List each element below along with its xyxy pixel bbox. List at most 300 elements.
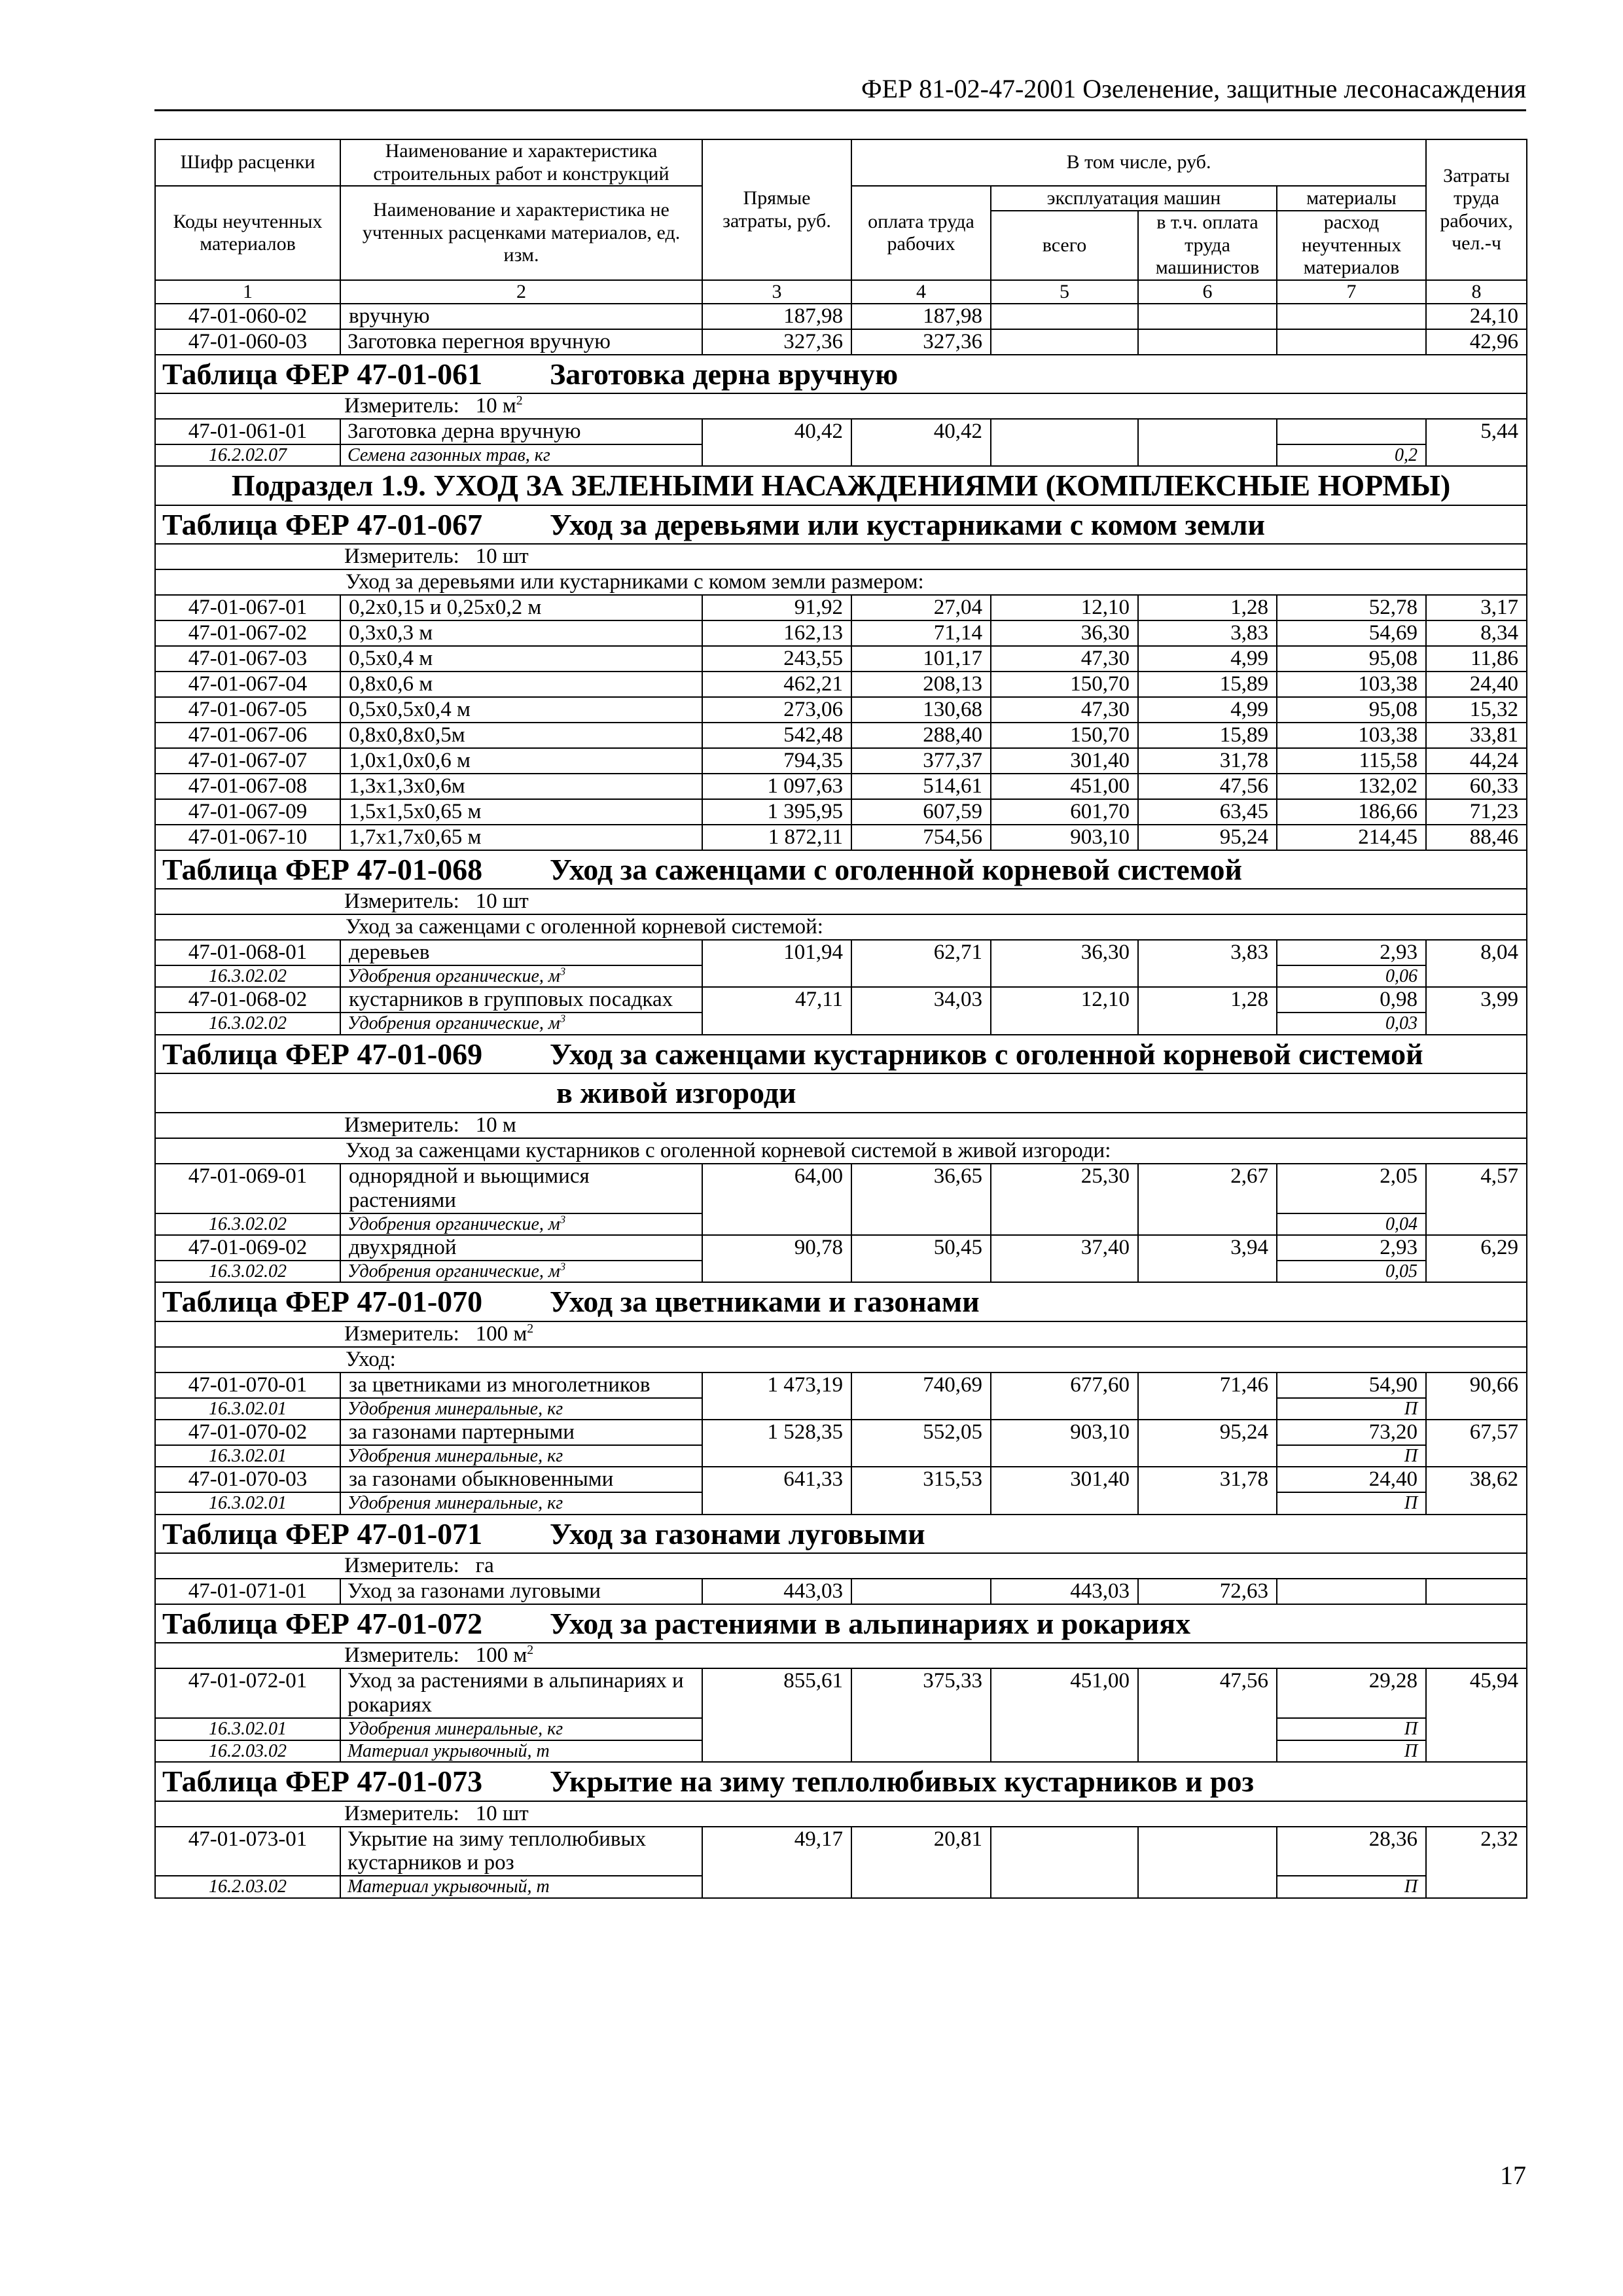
wages: 514,61 [851,774,991,799]
col-name-top: Наименование и характеристика строительных работ и конструкций [340,139,702,186]
meter-unit: 10 м [475,1113,516,1137]
group-text: Уход: [155,1347,1527,1372]
col-incl: В том числе, руб. [851,139,1426,186]
wages: 130,68 [851,697,991,723]
labor: 8,04 [1426,940,1527,987]
labor: 44,24 [1426,748,1527,774]
rate-code: 47-01-060-03 [155,329,340,355]
material-code: 16.3.02.01 [155,1445,340,1467]
material-qty: П [1277,1718,1426,1740]
meter-label: Измеритель: [344,889,459,914]
rate-code: 47-01-067-07 [155,748,340,774]
machines-wages: 1,28 [1138,987,1277,1034]
labor: 5,44 [1426,419,1527,466]
machines-wages: 47,56 [1138,1668,1277,1762]
wages: 40,42 [851,419,991,466]
material-code: 16.3.02.01 [155,1492,340,1514]
machines-wages: 31,78 [1138,1467,1277,1514]
rate-code: 47-01-060-02 [155,304,340,329]
table-id: Таблица ФЕР 47-01-070 [162,1285,483,1319]
material-qty: 0,05 [1277,1261,1426,1282]
rate-name: 1,5х1,5х0,65 м [340,799,702,825]
material-qty: 0,06 [1277,965,1426,987]
wages: 375,33 [851,1668,991,1762]
table-title-text: Уход за газонами луговыми [550,1516,925,1551]
machines-total: 25,30 [991,1164,1138,1235]
machines-total: 12,10 [991,595,1138,620]
meter-label: Измеритель: [344,1643,459,1668]
machines-total: 451,00 [991,1668,1138,1762]
direct-cost: 794,35 [702,748,851,774]
machines-total: 903,10 [991,1420,1138,1467]
material-qty: П [1277,1398,1426,1420]
machines-wages: 31,78 [1138,748,1277,774]
rate-name: за газонами обыкновенными [340,1467,702,1492]
labor: 67,57 [1426,1420,1527,1467]
material-code: 16.3.02.02 [155,1261,340,1282]
materials: 2,93 [1277,1235,1426,1261]
material-code: 16.3.02.01 [155,1718,340,1740]
rate-code: 47-01-067-10 [155,825,340,850]
table-title-text: Укрытие на зиму теплолюбивых кустарников и роз [550,1765,1255,1799]
rate-name: однорядной и вьющимися растениями [340,1164,702,1213]
meter-label: Измеритель: [344,394,459,418]
meter-unit: 10 шт [475,1801,529,1825]
rate-name: за цветниками из многолетников [340,1372,702,1398]
material-unit-exp: 3 [560,965,566,978]
machines-wages: 15,89 [1138,672,1277,697]
material-unit-exp: 3 [560,1013,566,1026]
material-qty: П [1277,1876,1426,1897]
wages: 607,59 [851,799,991,825]
wages: 552,05 [851,1420,991,1467]
labor: 15,32 [1426,697,1527,723]
machines-wages: 2,67 [1138,1164,1277,1235]
rate-code: 47-01-071-01 [155,1579,340,1604]
direct-cost: 162,13 [702,620,851,646]
col-mat-unaccounted: расход неучтенных материалов [1277,211,1426,280]
group-text: Уход за саженцами с оголенной корневой системой: [155,914,1527,940]
direct-cost: 47,11 [702,987,851,1034]
wages: 187,98 [851,304,991,329]
rate-name: Заготовка перегноя вручную [340,329,702,355]
labor: 3,17 [1426,595,1527,620]
wages: 20,81 [851,1827,991,1898]
machines-wages: 63,45 [1138,799,1277,825]
table-row [155,1668,1527,1718]
direct-cost: 1 528,35 [702,1420,851,1467]
page-number: 17 [1500,2161,1526,2190]
material-code: 16.2.03.02 [155,1740,340,1762]
machines-wages: 47,56 [1138,774,1277,799]
meter-exp: 2 [527,1321,534,1336]
table-row [155,1372,1527,1398]
meter-unit: 100 м [475,1643,527,1668]
meter-row [155,1801,1527,1827]
table-row [155,723,1527,748]
wages: 208,13 [851,672,991,697]
colnum: 3 [702,280,851,304]
wages: 27,04 [851,595,991,620]
machines-total: 451,00 [991,774,1138,799]
meter-label: Измеритель: [344,1554,459,1578]
table-row [155,620,1527,646]
table-title-continued [155,1073,1527,1113]
direct-cost: 101,94 [702,940,851,987]
colnum: 2 [340,280,702,304]
direct-cost: 1 097,63 [702,774,851,799]
table-row [155,1235,1527,1261]
materials: 73,20 [1277,1420,1426,1445]
rate-code: 47-01-072-01 [155,1668,340,1718]
machines-total: 601,70 [991,799,1138,825]
material-name: Материал укрывочный, т [340,1876,702,1897]
table-title-text: Уход за саженцами с оголенной корневой системой [550,852,1242,886]
labor: 6,29 [1426,1235,1527,1282]
meter-row [155,889,1527,914]
rate-code: 47-01-067-06 [155,723,340,748]
materials: 95,08 [1277,646,1426,672]
machines-wages: 15,89 [1138,723,1277,748]
machines-total: 47,30 [991,697,1138,723]
meter-label: Измеритель: [344,1113,459,1137]
table-row [155,697,1527,723]
machines-wages: 95,24 [1138,1420,1277,1467]
material-qty: 0,03 [1277,1013,1426,1034]
labor: 45,94 [1426,1668,1527,1762]
table-row [155,1467,1527,1492]
wages: 101,17 [851,646,991,672]
group-row [155,1138,1527,1164]
machines-total: 443,03 [991,1579,1138,1604]
materials: 54,69 [1277,620,1426,646]
meter-label: Измеритель: [344,545,459,569]
direct-cost: 64,00 [702,1164,851,1235]
labor: 71,23 [1426,799,1527,825]
rate-code: 47-01-070-01 [155,1372,340,1398]
group-text: Уход за деревьями или кустарниками с комом земли размером: [155,569,1527,595]
table-title-text: Уход за растениями в альпинариях и рокариях [550,1606,1191,1640]
machines-wages: 72,63 [1138,1579,1277,1604]
rate-name: деревьев [340,940,702,965]
machines-wages: 95,24 [1138,825,1277,850]
meter-row [155,1643,1527,1668]
rate-code: 47-01-067-02 [155,620,340,646]
meter-row [155,1553,1527,1579]
wages: 377,37 [851,748,991,774]
table-title [155,1282,1527,1321]
table-row [155,748,1527,774]
rate-name: 0,8х0,8х0,5м [340,723,702,748]
table-id: Таблица ФЕР 47-01-071 [162,1516,483,1551]
direct-cost: 542,48 [702,723,851,748]
material-qty: П [1277,1740,1426,1762]
materials: 29,28 [1277,1668,1426,1718]
table-title [155,1035,1527,1074]
table-id: Таблица ФЕР 47-01-069 [162,1037,483,1071]
wages: 34,03 [851,987,991,1034]
labor: 3,99 [1426,987,1527,1034]
material-name: Семена газонных трав, кг [340,444,702,466]
material-code: 16.2.02.07 [155,444,340,466]
labor: 24,10 [1426,304,1527,329]
rate-code: 47-01-070-03 [155,1467,340,1492]
machines-wages: 4,99 [1138,697,1277,723]
rate-code: 47-01-068-01 [155,940,340,965]
table-title-text: Заготовка дерна вручную [550,357,899,391]
rate-name: 0,2х0,15 и 0,25х0,2 м [340,595,702,620]
direct-cost: 1 473,19 [702,1372,851,1420]
rate-name: 1,7х1,7х0,65 м [340,825,702,850]
labor: 2,32 [1426,1827,1527,1898]
machines-total: 36,30 [991,620,1138,646]
materials: 103,38 [1277,672,1426,697]
material-code: 16.3.02.02 [155,1013,340,1034]
direct-cost: 1 395,95 [702,799,851,825]
wages: 50,45 [851,1235,991,1282]
wages: 36,65 [851,1164,991,1235]
group-row [155,914,1527,940]
material-code: 16.2.03.02 [155,1876,340,1897]
table-title-text: в живой изгороди [155,1073,1527,1113]
labor: 33,81 [1426,723,1527,748]
group-row [155,569,1527,595]
colnum: 6 [1138,280,1277,304]
table-row [155,672,1527,697]
material-name: Удобрения органические, м [348,966,560,987]
rate-name: 1,3х1,3х0,6м [340,774,702,799]
direct-cost: 462,21 [702,672,851,697]
group-text: Уход за саженцами кустарников с оголенной корневой системой в живой изгороди: [155,1138,1527,1164]
machines-wages: 1,28 [1138,595,1277,620]
table-row [155,774,1527,799]
rate-name: 0,8х0,6 м [340,672,702,697]
material-name: Удобрения органические, м [348,1261,560,1282]
rate-code: 47-01-067-01 [155,595,340,620]
col-machines: эксплуатация машин [991,186,1277,211]
rate-code: 47-01-067-05 [155,697,340,723]
rate-code: 47-01-068-02 [155,987,340,1013]
material-qty: П [1277,1492,1426,1514]
labor: 24,40 [1426,672,1527,697]
table-row [155,825,1527,850]
material-name: Удобрения минеральные, кг [340,1445,702,1467]
header-row-1 [155,139,1527,186]
meter-row [155,393,1527,419]
table-title [155,1515,1527,1554]
rate-code: 47-01-061-01 [155,419,340,444]
meter-label: Измеритель: [344,1321,459,1346]
rate-name: Укрытие на зиму теплолюбивых кустарников и роз [340,1827,702,1876]
wages: 288,40 [851,723,991,748]
material-name: Удобрения органические, м [348,1013,560,1034]
machines-wages: 4,99 [1138,646,1277,672]
wages: 754,56 [851,825,991,850]
col-direct: Прямые затраты, руб. [702,139,851,280]
material-unit-exp: 3 [560,1213,566,1226]
table-row [155,940,1527,965]
table-title [155,850,1527,889]
table-row [155,329,1527,355]
col-wages: оплата труда рабочих [851,186,991,280]
meter-exp: 2 [527,1643,534,1658]
machines-total: 150,70 [991,672,1138,697]
material-qty: 0,2 [1277,444,1426,466]
table-row [155,1827,1527,1876]
material-code: 16.3.02.02 [155,965,340,987]
table-row [155,987,1527,1013]
meter-unit: 10 шт [475,545,529,569]
direct-cost: 273,06 [702,697,851,723]
table-row [155,646,1527,672]
direct-cost: 49,17 [702,1827,851,1898]
rate-name: Уход за газонами луговыми [340,1579,702,1604]
table-row [155,595,1527,620]
col-mach-wages: в т.ч. оплата труда машинистов [1138,211,1277,280]
rate-code: 47-01-067-04 [155,672,340,697]
machines-total: 12,10 [991,987,1138,1034]
table-id: Таблица ФЕР 47-01-072 [162,1606,483,1640]
column-numbers-row [155,280,1527,304]
table-title-text: Уход за цветниками и газонами [550,1285,980,1319]
wages: 62,71 [851,940,991,987]
labor: 8,34 [1426,620,1527,646]
rate-name: кустарников в групповых посадках [340,987,702,1013]
materials: 28,36 [1277,1827,1426,1876]
machines-total: 37,40 [991,1235,1138,1282]
material-code: 16.3.02.01 [155,1398,340,1420]
materials: 24,40 [1277,1467,1426,1492]
direct-cost: 443,03 [702,1579,851,1604]
meter-row [155,1321,1527,1347]
meter-row [155,1113,1527,1138]
materials: 0,98 [1277,987,1426,1013]
table-row [155,1420,1527,1445]
col-labor: Затраты труда рабочих, чел.-ч [1426,139,1527,280]
material-qty: 0,04 [1277,1213,1426,1235]
rate-name: 0,3х0,3 м [340,620,702,646]
machines-wages: 71,46 [1138,1372,1277,1420]
meter-unit: 10 м [475,394,516,418]
rate-name: двухрядной [340,1235,702,1261]
meter-unit: 100 м [475,1321,527,1346]
material-name: Удобрения минеральные, кг [340,1398,702,1420]
machines-total: 301,40 [991,1467,1138,1514]
rate-name: 0,5х0,5х0,4 м [340,697,702,723]
table-row [155,1579,1527,1604]
colnum: 4 [851,280,991,304]
colnum: 7 [1277,280,1426,304]
machines-total: 47,30 [991,646,1138,672]
material-name: Материал укрывочный, т [340,1740,702,1762]
col-name-bottom: Наименование и характеристика не учтенных расценками материалов, ед. изм. [340,186,702,280]
section-title-text: Подраздел 1.9. УХОД ЗА ЗЕЛЕНЫМИ НАСАЖДЕНИЯМИ (КОМПЛЕКСНЫЕ НОРМЫ) [155,466,1527,505]
materials: 52,78 [1277,595,1426,620]
labor: 11,86 [1426,646,1527,672]
rate-name: за газонами партерными [340,1420,702,1445]
table-id: Таблица ФЕР 47-01-061 [162,357,483,391]
wages: 315,53 [851,1467,991,1514]
table-title-text: Уход за деревьями или кустарниками с комом земли [550,507,1265,541]
rate-name: Заготовка дерна вручную [340,419,702,444]
labor: 60,33 [1426,774,1527,799]
material-qty: П [1277,1445,1426,1467]
rate-name: 1,0х1,0х0,6 м [340,748,702,774]
wages: 327,36 [851,329,991,355]
rates-table [154,139,1527,1899]
wages: 740,69 [851,1372,991,1420]
col-mach-total: всего [991,211,1138,280]
machines-wages: 3,83 [1138,940,1277,987]
section-title [155,466,1527,505]
table-id: Таблица ФЕР 47-01-068 [162,852,483,886]
materials: 186,66 [1277,799,1426,825]
meter-unit: га [475,1554,494,1578]
col-code-top: Шифр расценки [155,139,340,186]
materials: 2,05 [1277,1164,1426,1213]
machines-total: 301,40 [991,748,1138,774]
materials: 214,45 [1277,825,1426,850]
machines-wages: 3,94 [1138,1235,1277,1282]
direct-cost: 90,78 [702,1235,851,1282]
rate-code: 47-01-069-02 [155,1235,340,1261]
direct-cost: 855,61 [702,1668,851,1762]
direct-cost: 187,98 [702,304,851,329]
materials: 95,08 [1277,697,1426,723]
table-row [155,419,1527,444]
direct-cost: 243,55 [702,646,851,672]
meter-row [155,544,1527,569]
materials: 2,93 [1277,940,1426,965]
table-title [155,1762,1527,1801]
rate-code: 47-01-069-01 [155,1164,340,1213]
table-row [155,304,1527,329]
material-code: 16.3.02.02 [155,1213,340,1235]
material-name: Удобрения минеральные, кг [340,1718,702,1740]
meter-unit: 10 шт [475,889,529,914]
machines-wages: 3,83 [1138,620,1277,646]
machines-total: 150,70 [991,723,1138,748]
running-header: ФЕР 81-02-47-2001 Озеленение, защитные лесонасаждения [154,73,1526,111]
materials: 54,90 [1277,1372,1426,1398]
table-id: Таблица ФЕР 47-01-067 [162,507,483,541]
meter-exp: 2 [516,393,523,408]
direct-cost: 1 872,11 [702,825,851,850]
direct-cost: 40,42 [702,419,851,466]
group-row [155,1347,1527,1372]
table-title [155,1604,1527,1643]
labor: 38,62 [1426,1467,1527,1514]
labor: 42,96 [1426,329,1527,355]
table-row [155,1164,1527,1213]
rate-code: 47-01-067-09 [155,799,340,825]
direct-cost: 91,92 [702,595,851,620]
meter-label: Измеритель: [344,1801,459,1825]
table-row [155,799,1527,825]
material-unit-exp: 3 [560,1260,566,1273]
col-code-bottom: Коды неучтенных материалов [155,186,340,280]
materials: 132,02 [1277,774,1426,799]
machines-total: 36,30 [991,940,1138,987]
rate-name: вручную [340,304,702,329]
materials: 103,38 [1277,723,1426,748]
material-name: Удобрения минеральные, кг [340,1492,702,1514]
rate-code: 47-01-070-02 [155,1420,340,1445]
labor: 88,46 [1426,825,1527,850]
machines-total: 903,10 [991,825,1138,850]
rate-name: 0,5х0,4 м [340,646,702,672]
machines-total: 677,60 [991,1372,1138,1420]
